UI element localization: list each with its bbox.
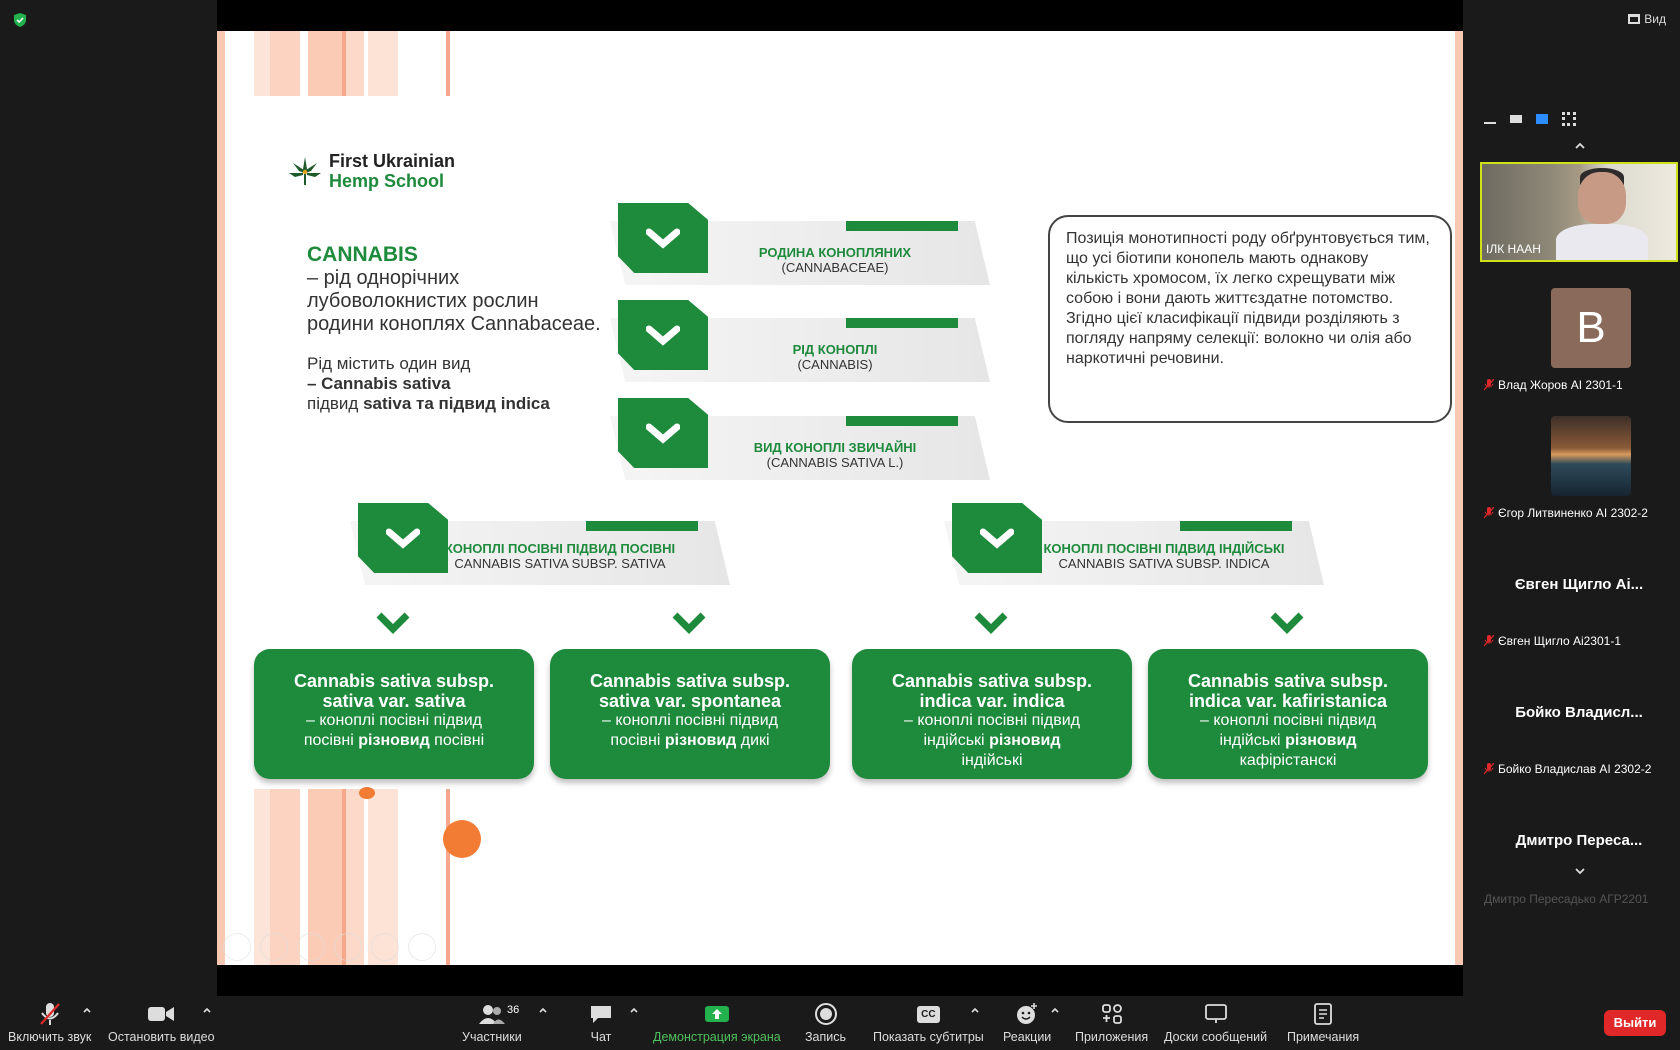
pen-icon[interactable] [297, 933, 325, 961]
variety-title-2: sativa var. sativa [322, 691, 466, 711]
variety-box [1148, 649, 1428, 779]
chat-label: Чат [590, 1030, 612, 1044]
slide-left-border [217, 31, 225, 965]
next-slide-icon[interactable] [260, 933, 288, 961]
apps-label: Приложения [1075, 1030, 1149, 1044]
subspecies-latin: CANNABIS SATIVA SUBSP. INDICA [1058, 556, 1270, 571]
meeting-toolbar [0, 996, 1680, 1050]
variety-desc-1: – коноплі посівні підвид [1200, 712, 1376, 729]
participant-name: Дмитро Пересадько АГР2201 [1484, 892, 1649, 906]
view-button[interactable] [1628, 12, 1666, 26]
participants-label: Участники [462, 1030, 522, 1044]
notes-label: Примечания [1287, 1030, 1360, 1044]
chevron-up-icon[interactable] [1574, 140, 1586, 152]
microphone-muted-icon [39, 1002, 61, 1026]
variety-desc-2 [254, 731, 534, 751]
variety-desc-post: кафірістанскі [1239, 752, 1337, 769]
hierarchy-name: РІД КОНОПЛІ [792, 342, 878, 357]
variety-desc-1: – коноплі посівні підвид [306, 712, 482, 729]
active-video-tile[interactable] [1480, 162, 1678, 262]
reactions-label: Реакции [1003, 1030, 1052, 1044]
hierarchy-name: ВИД КОНОПЛІ ЗВИЧАЙНІ [753, 440, 917, 455]
participant-name: Єгор Литвиненко AI 2302-2 [1498, 506, 1648, 520]
gallery-view-icon[interactable] [1562, 112, 1576, 126]
hemp-school-logo [287, 151, 455, 191]
mic-muted-icon [1484, 763, 1494, 775]
hierarchy-species [610, 398, 990, 488]
show-captions-button[interactable] [873, 1002, 984, 1044]
variety-desc-post: дикі [740, 732, 770, 749]
variety-desc-bold: різновид [358, 732, 430, 749]
leave-meeting-button[interactable]: Выйти [1604, 1010, 1666, 1036]
variety-desc-pre: індійські [1219, 732, 1281, 749]
hierarchy-family [610, 203, 990, 293]
species-line-3 [307, 394, 607, 414]
whiteboard-icon [1205, 1004, 1227, 1024]
variety-desc-2 [550, 731, 830, 751]
variety-title-1: Cannabis sativa subsp. [1187, 671, 1389, 691]
view-button-label: Вид [1644, 12, 1666, 26]
video-tile-name: ІЛК НААН [1486, 242, 1541, 256]
variety-title-2: sativa var. spontanea [598, 691, 782, 711]
check-badge-icon [618, 398, 708, 468]
subspecies-name: КОНОПЛІ ПОСІВНІ ПІДВИД ІНДІЙСЬКІ [1043, 541, 1285, 556]
species-line-1: Рід містить один вид [307, 354, 471, 373]
variety-box [550, 649, 830, 779]
shared-slide [217, 31, 1463, 965]
avatar: B [1551, 288, 1631, 368]
record-button[interactable] [805, 1002, 846, 1044]
participant-tile[interactable] [1478, 662, 1680, 782]
record-label: Запись [805, 1030, 847, 1044]
cannabis-body: – рід однорічних лубоволокнистих рослин родини коноплях Cannabaceae. [307, 267, 601, 335]
view-grid-icon [1628, 14, 1640, 24]
record-icon [815, 1003, 837, 1025]
logo-line-2: Hemp School [329, 171, 445, 191]
variety-box [254, 649, 534, 779]
prev-slide-icon[interactable] [223, 933, 251, 961]
share-screen-label: Демонстрация экрана [653, 1030, 781, 1044]
video-camera-icon [148, 1005, 174, 1023]
apps-icon [1102, 1004, 1122, 1024]
slideshow-controls [223, 933, 436, 961]
variety-desc-2 [1148, 731, 1428, 751]
participants-icon [479, 1004, 505, 1024]
species-line-2: – Cannabis sativa [307, 374, 451, 393]
unmute-label: Включить звук [8, 1030, 92, 1044]
chevron-down-icon[interactable] [1574, 866, 1586, 876]
stop-video-label: Остановить видео [108, 1030, 215, 1044]
chevron-down-icon [672, 612, 706, 634]
hierarchy-latin: (CANNABIS SATIVA L.) [766, 455, 904, 470]
subspecies-green-strip [1180, 521, 1292, 531]
check-badge-icon [618, 300, 708, 370]
participant-tile[interactable] [1478, 790, 1680, 906]
variety-desc-pre: посівні [610, 732, 661, 749]
participant-shirt [1556, 224, 1648, 262]
unmute-button[interactable] [8, 1002, 91, 1044]
cannabis-title: CANNABIS [307, 243, 418, 266]
participants-options-caret-icon[interactable] [538, 1006, 548, 1014]
chat-options-caret-icon[interactable] [629, 1006, 639, 1014]
orange-dot-small [359, 787, 375, 799]
mic-muted-icon [1484, 379, 1494, 391]
participant-name: Євген Щигло Аі2301-1 [1498, 634, 1621, 648]
apps-button[interactable] [1075, 1002, 1148, 1044]
participant-tile[interactable] [1478, 406, 1680, 526]
closed-captions-icon: CC [917, 1006, 939, 1023]
hierarchy-name: РОДИНА КОНОПЛЯНИХ [758, 245, 912, 260]
participants-video-panel [1478, 106, 1680, 906]
species-line-3-pre: підвид [307, 394, 359, 413]
subspecies-indica [944, 503, 1324, 593]
panel-layout-toolbar [1484, 112, 1576, 126]
mic-muted-icon [1484, 507, 1494, 519]
subspecies-latin: CANNABIS SATIVA SUBSP. SATIVA [454, 556, 666, 571]
stop-video-button[interactable] [108, 1002, 215, 1044]
variety-desc-pre: посівні [303, 732, 354, 749]
participant-photo [1551, 416, 1631, 496]
participant-name: Влад Жоров AI 2301-1 [1498, 378, 1623, 392]
notes-button[interactable] [1287, 1002, 1359, 1044]
variety-desc-bold: різновид [989, 732, 1061, 749]
whiteboards-button[interactable] [1164, 1002, 1267, 1044]
notes-icon [1314, 1003, 1332, 1025]
variety-title-2: indica var. indica [919, 691, 1065, 711]
hierarchy-green-strip [846, 221, 958, 231]
variety-title-2: indica var. kafiristanica [1188, 691, 1388, 711]
variety-desc-2 [852, 731, 1132, 751]
reactions-smiley-icon [1016, 1003, 1038, 1025]
variety-desc-post: індійські [961, 752, 1023, 769]
variety-title-1: Cannabis sativa subsp. [891, 671, 1093, 691]
participant-tile[interactable] [1478, 278, 1680, 398]
participant-tile[interactable] [1478, 534, 1680, 654]
subspecies-sativa [350, 503, 730, 593]
slide-right-border [1455, 31, 1463, 965]
chat-button[interactable] [590, 1002, 612, 1044]
species-text [307, 354, 607, 414]
variety-desc-pre: індійські [923, 732, 985, 749]
variety-desc-1: – коноплі посівні підвид [904, 712, 1080, 729]
variety-title-1: Cannabis sativa subsp. [589, 671, 791, 691]
audio-options-caret-icon[interactable] [82, 1006, 92, 1014]
single-view-icon[interactable] [1510, 115, 1522, 123]
cannabis-leaf-icon [287, 153, 323, 189]
subspecies-green-strip [586, 521, 698, 531]
slides-grid-icon[interactable] [334, 933, 362, 961]
variety-desc-post: посівні [434, 732, 485, 749]
variety-desc-bold: різновид [1285, 732, 1357, 749]
variety-box [852, 649, 1132, 779]
variety-desc-1: – коноплі посівні підвид [602, 712, 778, 729]
strip-view-icon[interactable] [1536, 114, 1548, 124]
chat-icon [590, 1004, 612, 1024]
variety-title-1: Cannabis sativa subsp. [293, 671, 495, 691]
captions-options-caret-icon[interactable] [970, 1006, 980, 1014]
check-badge-icon [618, 203, 708, 273]
participant-big-name: Дмитро Переса... [1515, 832, 1643, 849]
participant-big-name: Євген Щигло Аі... [1514, 576, 1644, 593]
hierarchy-genus [610, 300, 990, 390]
share-screen-button[interactable] [653, 1002, 781, 1044]
reactions-options-caret-icon[interactable] [1050, 1006, 1060, 1014]
reactions-button[interactable] [1003, 1002, 1051, 1044]
mic-muted-icon [1484, 635, 1494, 647]
chevron-down-icon [974, 612, 1008, 634]
whiteboards-label: Доски сообщений [1164, 1030, 1268, 1044]
orange-dot-large [443, 820, 481, 858]
subspecies-name: КОНОПЛІ ПОСІВНІ ПІДВИД ПОСІВНІ [444, 541, 676, 556]
chevron-down-icon [376, 612, 410, 634]
more-options-icon[interactable] [408, 933, 436, 961]
show-captions-label: Показать субтитры [873, 1030, 984, 1044]
participant-face [1578, 172, 1626, 224]
hierarchy-green-strip [846, 318, 958, 328]
info-box: Позиція монотипності роду обґрунтовується тим, що усі біотипи конопель мають однакову кількість хромосом, їх легко схрещувати між собою і вони дають життєздатне потомство. Згідно цієї класифікації підвиди розділяють з погляду напряму селекції: волокно чи олія або наркотичні речовини. [1048, 215, 1452, 423]
species-line-3-bold: sativa та підвид indica [363, 394, 550, 413]
logo-line-1: First Ukrainian [329, 151, 456, 171]
zoom-icon[interactable] [371, 933, 399, 961]
participant-big-name: Бойко Владисл... [1515, 704, 1643, 721]
chevron-down-icon [1270, 612, 1304, 634]
hierarchy-latin: (CANNABIS) [797, 357, 873, 372]
security-shield-icon[interactable] [12, 12, 28, 28]
participant-name: Бойко Владислав АІ 2302-2 [1498, 762, 1652, 776]
minimize-icon[interactable] [1484, 122, 1496, 124]
variety-desc-bold: різновид [664, 732, 737, 749]
participants-count: 36 [507, 1004, 520, 1016]
video-options-caret-icon[interactable] [202, 1006, 212, 1014]
cannabis-description [307, 243, 607, 414]
share-screen-icon [705, 1004, 729, 1024]
hierarchy-latin: (CANNABACEAE) [781, 260, 889, 275]
decorative-stripes-top [254, 31, 450, 96]
hierarchy-green-strip [846, 416, 958, 426]
